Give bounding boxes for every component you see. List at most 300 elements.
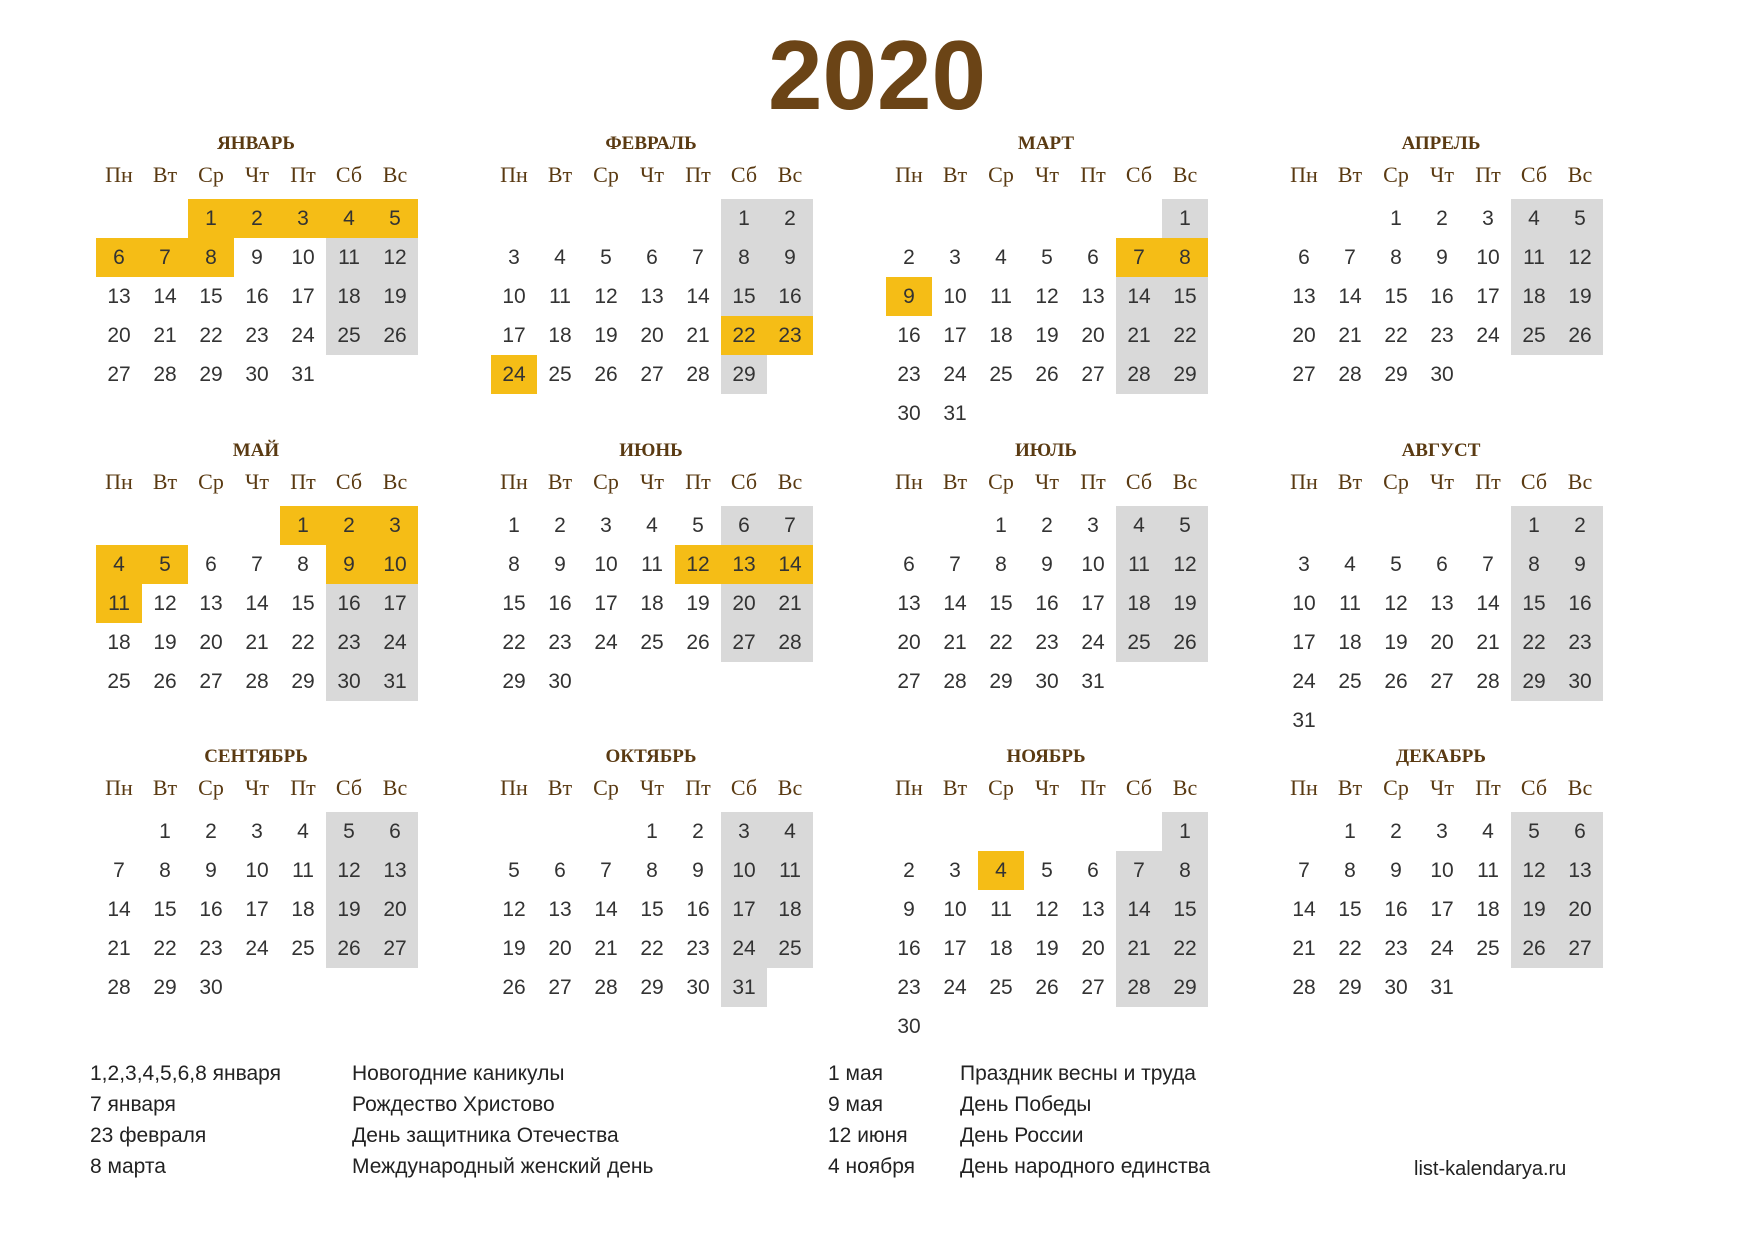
day-cell: 10: [1292, 592, 1316, 615]
day-cell: 24: [943, 976, 967, 999]
day-cell: 19: [326, 890, 372, 929]
day-cell: 12: [1557, 238, 1603, 277]
month-grid: [1281, 773, 1601, 1007]
day-cell: 18: [1116, 584, 1162, 623]
day-cell: 10: [721, 851, 767, 890]
day-cell: 23: [1430, 324, 1454, 347]
day-cell: 15: [989, 592, 1013, 615]
day-cell: 8: [188, 238, 234, 277]
day-cell: 23: [897, 976, 921, 999]
day-cell: 21: [943, 631, 967, 654]
day-cell: 21: [1116, 929, 1162, 968]
day-cell: 4: [1116, 506, 1162, 545]
day-cell: 10: [594, 553, 618, 576]
day-cell: 20: [107, 324, 131, 347]
day-cell: 11: [292, 859, 314, 882]
weekday-header: Сб: [335, 162, 363, 187]
day-cell: 26: [372, 316, 418, 355]
day-cell: 3: [949, 246, 961, 269]
legend-date: 23 февраля: [90, 1124, 207, 1147]
day-cell: 30: [686, 976, 710, 999]
day-cell: 5: [1390, 553, 1402, 576]
day-cell: 10: [1430, 859, 1454, 882]
weekday-header: Сб: [335, 775, 363, 800]
day-cell: 9: [205, 859, 217, 882]
weekday-header: Пт: [1475, 162, 1501, 187]
day-cell: 20: [548, 937, 572, 960]
month-12: [1281, 741, 1601, 1007]
day-cell: 6: [1087, 859, 1099, 882]
day-cell: 13: [640, 285, 664, 308]
day-cell: 29: [989, 670, 1013, 693]
day-cell: 7: [949, 553, 961, 576]
day-cell: 16: [199, 898, 223, 921]
day-cell: 22: [640, 937, 664, 960]
weekday-header: Пн: [895, 162, 923, 187]
day-cell: 19: [502, 937, 526, 960]
day-cell: 15: [721, 277, 767, 316]
day-cell: 31: [1292, 709, 1316, 732]
day-cell: 29: [1162, 355, 1208, 394]
day-cell: 5: [1162, 506, 1208, 545]
day-cell: 24: [491, 355, 537, 394]
day-cell: 13: [199, 592, 223, 615]
day-cell: 19: [1384, 631, 1408, 654]
month-name: ЯНВАРЬ: [217, 133, 295, 154]
day-cell: 19: [686, 592, 710, 615]
day-cell: 9: [1436, 246, 1448, 269]
empty-cell: [1465, 506, 1511, 545]
empty-cell: [142, 199, 188, 238]
day-cell: 14: [1292, 898, 1316, 921]
empty-cell: [491, 812, 537, 851]
day-cell: 6: [372, 812, 418, 851]
day-cell: 9: [1557, 545, 1603, 584]
empty-cell: [1327, 199, 1373, 238]
weekday-header: Вт: [152, 162, 178, 187]
day-cell: 15: [199, 285, 223, 308]
day-cell: 20: [897, 631, 921, 654]
day-cell: 11: [1116, 545, 1162, 584]
day-cell: 27: [107, 363, 131, 386]
day-cell: 27: [1557, 929, 1603, 968]
day-cell: 8: [1390, 246, 1402, 269]
month-11: [886, 741, 1206, 1046]
month-name: МАЙ: [232, 440, 280, 461]
weekday-header: Пт: [1080, 469, 1106, 494]
day-cell: 11: [549, 285, 571, 308]
month-name: ОКТЯБРЬ: [605, 746, 697, 767]
month-grid: [886, 773, 1206, 1046]
day-cell: 14: [1476, 592, 1500, 615]
day-cell: 26: [1162, 623, 1208, 662]
day-cell: 29: [1162, 968, 1208, 1007]
day-cell: 11: [767, 851, 813, 890]
day-cell: 22: [153, 937, 177, 960]
day-cell: 26: [1035, 976, 1059, 999]
day-cell: 2: [205, 820, 217, 843]
day-cell: 14: [594, 898, 618, 921]
day-cell: 21: [1116, 316, 1162, 355]
day-cell: 16: [897, 937, 921, 960]
month-10: [491, 741, 811, 1007]
day-cell: 12: [326, 851, 372, 890]
day-cell: 14: [943, 592, 967, 615]
day-cell: 10: [372, 545, 418, 584]
day-cell: 2: [903, 246, 915, 269]
day-cell: 14: [153, 285, 177, 308]
weekday-header: Пт: [290, 162, 316, 187]
weekday-header: Сб: [730, 775, 758, 800]
day-cell: 7: [142, 238, 188, 277]
weekday-header: Сб: [335, 469, 363, 494]
day-cell: 13: [107, 285, 131, 308]
day-cell: 31: [943, 402, 967, 425]
day-cell: 2: [767, 199, 813, 238]
weekday-header: Чт: [640, 469, 664, 494]
day-cell: 7: [1116, 851, 1162, 890]
day-cell: 22: [721, 316, 767, 355]
day-cell: 25: [1338, 670, 1362, 693]
weekday-header: Чт: [245, 775, 269, 800]
day-cell: 21: [686, 324, 710, 347]
day-cell: 29: [721, 355, 767, 394]
day-cell: 11: [1477, 859, 1499, 882]
day-cell: 4: [646, 514, 658, 537]
day-cell: 19: [153, 631, 177, 654]
day-cell: 30: [897, 402, 921, 425]
day-cell: 12: [1511, 851, 1557, 890]
day-cell: 18: [767, 890, 813, 929]
month-name: АПРЕЛЬ: [1401, 133, 1481, 154]
day-cell: 20: [1557, 890, 1603, 929]
day-cell: 15: [291, 592, 315, 615]
weekday-header: Сб: [1520, 162, 1548, 187]
day-cell: 2: [1557, 506, 1603, 545]
day-cell: 10: [943, 898, 967, 921]
weekday-header: Чт: [1035, 469, 1059, 494]
legend-holiday-name: День Победы: [960, 1093, 1092, 1116]
day-cell: 13: [1081, 898, 1105, 921]
day-cell: 29: [1384, 363, 1408, 386]
weekday-header: Чт: [640, 775, 664, 800]
weekday-header: Пн: [895, 775, 923, 800]
day-cell: 22: [1384, 324, 1408, 347]
day-cell: 29: [1511, 662, 1557, 701]
empty-cell: [1070, 199, 1116, 238]
weekday-header: Пн: [895, 469, 923, 494]
day-cell: 18: [107, 631, 131, 654]
day-cell: 27: [548, 976, 572, 999]
weekday-header: Вт: [152, 775, 178, 800]
weekday-header: Вс: [1567, 469, 1593, 494]
day-cell: 9: [326, 545, 372, 584]
day-cell: 18: [1338, 631, 1362, 654]
weekday-header: Чт: [245, 162, 269, 187]
day-cell: 26: [153, 670, 177, 693]
day-cell: 15: [1511, 584, 1557, 623]
month-7: [886, 435, 1206, 701]
weekday-header: Ср: [198, 469, 224, 494]
day-cell: 7: [692, 246, 704, 269]
weekday-header: Вт: [547, 775, 573, 800]
day-cell: 3: [508, 246, 520, 269]
day-cell: 1: [280, 506, 326, 545]
empty-cell: [1024, 199, 1070, 238]
day-cell: 26: [1511, 929, 1557, 968]
day-cell: 23: [1557, 623, 1603, 662]
weekday-header: Пт: [685, 162, 711, 187]
day-cell: 6: [554, 859, 566, 882]
legend-holiday-name: Праздник весны и труда: [960, 1062, 1196, 1085]
empty-cell: [1327, 506, 1373, 545]
day-cell: 5: [142, 545, 188, 584]
day-cell: 17: [721, 890, 767, 929]
day-cell: 30: [326, 662, 372, 701]
weekday-header: Пн: [1290, 775, 1318, 800]
day-cell: 16: [897, 324, 921, 347]
legend-date: 7 января: [90, 1093, 176, 1116]
day-cell: 10: [943, 285, 967, 308]
day-cell: 12: [1035, 898, 1059, 921]
day-cell: 9: [554, 553, 566, 576]
weekday-header: Вт: [942, 775, 968, 800]
day-cell: 23: [1035, 631, 1059, 654]
legend-date: 9 мая: [828, 1093, 884, 1116]
day-cell: 19: [1162, 584, 1208, 623]
day-cell: 21: [594, 937, 618, 960]
day-cell: 28: [686, 363, 710, 386]
day-cell: 3: [949, 859, 961, 882]
weekday-header: Вс: [382, 775, 408, 800]
empty-cell: [1281, 506, 1327, 545]
day-cell: 3: [600, 514, 612, 537]
day-cell: 3: [251, 820, 263, 843]
weekday-header: Пн: [500, 162, 528, 187]
day-cell: 23: [897, 363, 921, 386]
day-cell: 13: [897, 592, 921, 615]
month-grid: [886, 467, 1206, 701]
day-cell: 9: [1041, 553, 1053, 576]
day-cell: 16: [1557, 584, 1603, 623]
empty-cell: [1070, 812, 1116, 851]
day-cell: 26: [1557, 316, 1603, 355]
day-cell: 23: [686, 937, 710, 960]
day-cell: 22: [502, 631, 526, 654]
day-cell: 4: [326, 199, 372, 238]
day-cell: 26: [1384, 670, 1408, 693]
weekday-header: Пт: [1080, 162, 1106, 187]
day-cell: 16: [1384, 898, 1408, 921]
day-cell: 5: [1511, 812, 1557, 851]
day-cell: 4: [1344, 553, 1356, 576]
day-cell: 25: [640, 631, 664, 654]
day-cell: 10: [291, 246, 315, 269]
day-cell: 26: [1035, 363, 1059, 386]
day-cell: 5: [1557, 199, 1603, 238]
day-cell: 25: [291, 937, 315, 960]
day-cell: 6: [646, 246, 658, 269]
weekday-header: Вс: [382, 469, 408, 494]
day-cell: 20: [721, 584, 767, 623]
weekday-header: Вт: [547, 162, 573, 187]
day-cell: 5: [1041, 246, 1053, 269]
day-cell: 26: [326, 929, 372, 968]
day-cell: 21: [107, 937, 131, 960]
day-cell: 11: [990, 898, 1012, 921]
weekday-header: Пт: [290, 469, 316, 494]
weekday-header: Ср: [988, 775, 1014, 800]
day-cell: 30: [199, 976, 223, 999]
day-cell: 15: [1338, 898, 1362, 921]
day-cell: 30: [245, 363, 269, 386]
weekday-header: Вс: [1567, 162, 1593, 187]
empty-cell: [188, 506, 234, 545]
day-cell: 1: [159, 820, 171, 843]
day-cell: 4: [96, 545, 142, 584]
month-3: [886, 128, 1206, 433]
empty-cell: [583, 812, 629, 851]
day-cell: 24: [943, 363, 967, 386]
day-cell: 2: [692, 820, 704, 843]
day-cell: 26: [686, 631, 710, 654]
empty-cell: [1024, 812, 1070, 851]
day-cell: 22: [1162, 316, 1208, 355]
day-cell: 25: [767, 929, 813, 968]
day-cell: 5: [372, 199, 418, 238]
day-cell: 13: [721, 545, 767, 584]
month-grid: [886, 160, 1206, 433]
day-cell: 10: [1081, 553, 1105, 576]
day-cell: 31: [1430, 976, 1454, 999]
day-cell: 15: [640, 898, 664, 921]
day-cell: 23: [326, 623, 372, 662]
day-cell: 12: [1162, 545, 1208, 584]
empty-cell: [234, 506, 280, 545]
empty-cell: [583, 199, 629, 238]
day-cell: 23: [548, 631, 572, 654]
day-cell: 13: [548, 898, 572, 921]
day-cell: 29: [291, 670, 315, 693]
day-cell: 2: [234, 199, 280, 238]
empty-cell: [886, 199, 932, 238]
day-cell: 5: [508, 859, 520, 882]
month-grid: [96, 467, 416, 701]
day-cell: 1: [646, 820, 658, 843]
day-cell: 15: [502, 592, 526, 615]
empty-cell: [537, 199, 583, 238]
day-cell: 10: [245, 859, 269, 882]
day-cell: 28: [245, 670, 269, 693]
legend-date: 1,2,3,4,5,6,8 января: [90, 1062, 281, 1085]
day-cell: 17: [1430, 898, 1454, 921]
day-cell: 7: [113, 859, 125, 882]
day-cell: 29: [153, 976, 177, 999]
weekday-header: Вс: [777, 469, 803, 494]
day-cell: 14: [1338, 285, 1362, 308]
weekday-header: Пн: [105, 162, 133, 187]
day-cell: 11: [1511, 238, 1557, 277]
weekday-header: Пт: [1475, 469, 1501, 494]
legend-holiday-name: День России: [960, 1124, 1084, 1147]
day-cell: 29: [640, 976, 664, 999]
month-grid: [96, 773, 416, 1007]
day-cell: 13: [372, 851, 418, 890]
day-cell: 30: [1430, 363, 1454, 386]
weekday-header: Ср: [1383, 775, 1409, 800]
day-cell: 6: [1436, 553, 1448, 576]
day-cell: 5: [600, 246, 612, 269]
day-cell: 7: [767, 506, 813, 545]
day-cell: 8: [1344, 859, 1356, 882]
day-cell: 30: [1384, 976, 1408, 999]
day-cell: 20: [372, 890, 418, 929]
weekday-header: Вс: [777, 162, 803, 187]
weekday-header: Чт: [640, 162, 664, 187]
day-cell: 18: [989, 937, 1013, 960]
day-cell: 8: [297, 553, 309, 576]
weekday-header: Вс: [1172, 775, 1198, 800]
day-cell: 5: [326, 812, 372, 851]
day-cell: 6: [1087, 246, 1099, 269]
day-cell: 4: [1482, 820, 1494, 843]
empty-cell: [142, 506, 188, 545]
legend-date: 8 марта: [90, 1155, 166, 1178]
day-cell: 28: [594, 976, 618, 999]
day-cell: 1: [1162, 199, 1208, 238]
day-cell: 21: [1292, 937, 1316, 960]
legend-holiday-name: День народного единства: [960, 1155, 1211, 1178]
weekday-header: Сб: [730, 469, 758, 494]
weekday-header: Ср: [593, 162, 619, 187]
day-cell: 20: [1292, 324, 1316, 347]
day-cell: 6: [903, 553, 915, 576]
day-cell: 6: [1557, 812, 1603, 851]
legend-holiday-name: День защитника Отечества: [352, 1124, 619, 1147]
day-cell: 9: [886, 277, 932, 316]
day-cell: 8: [721, 238, 767, 277]
month-grid: [1281, 467, 1601, 740]
day-cell: 23: [245, 324, 269, 347]
weekday-header: Чт: [1035, 162, 1059, 187]
day-cell: 2: [554, 514, 566, 537]
day-cell: 23: [1384, 937, 1408, 960]
day-cell: 1: [1344, 820, 1356, 843]
day-cell: 18: [326, 277, 372, 316]
weekday-header: Сб: [1125, 469, 1153, 494]
weekday-header: Сб: [1125, 162, 1153, 187]
day-cell: 24: [594, 631, 618, 654]
weekday-header: Пт: [685, 469, 711, 494]
day-cell: 25: [548, 363, 572, 386]
day-cell: 12: [675, 545, 721, 584]
weekday-header: Пт: [1080, 775, 1106, 800]
month-grid: [491, 467, 811, 701]
day-cell: 23: [767, 316, 813, 355]
month-name: СЕНТЯБРЬ: [204, 746, 308, 767]
day-cell: 18: [548, 324, 572, 347]
weekday-header: Вт: [942, 162, 968, 187]
day-cell: 2: [903, 859, 915, 882]
weekday-header: Вт: [942, 469, 968, 494]
month-name: МАРТ: [1017, 133, 1075, 154]
day-cell: 9: [251, 246, 263, 269]
day-cell: 16: [245, 285, 269, 308]
day-cell: 3: [1482, 207, 1494, 230]
day-cell: 30: [548, 670, 572, 693]
weekday-header: Ср: [593, 469, 619, 494]
empty-cell: [1116, 199, 1162, 238]
